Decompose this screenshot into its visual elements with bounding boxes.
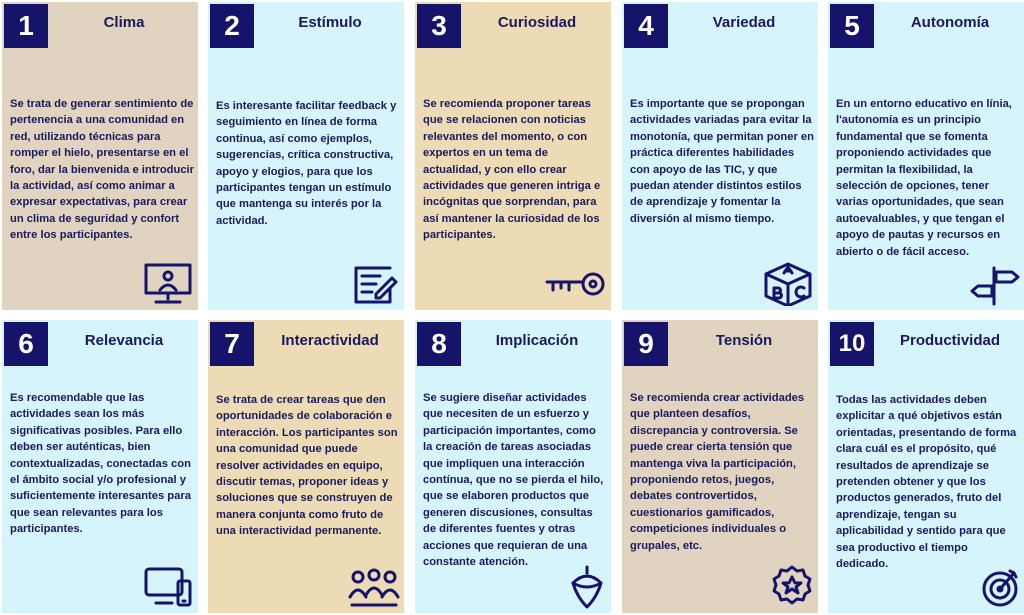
card-number: 8 [417,322,461,366]
card-description: Se recomienda crear actividades que planteen desafíos, discrepancia y controversia. Se puede crear cierta tensión que mantenga viva la participación, proponiendo retos, juegos, debates controvertidos, cuestionarios gamificados, competiciones individuales o grupales, etc. [630,392,805,552]
card-variedad [622,2,818,310]
card-description: Se trata de generar sentimiento de pertenencia a una comunidad en red, utilizando técnicas para romper el hielo, presentarse en el foro, dar la bienvenida e introducir la actividad, así como animar a expresar expectativas, para crear un clima de seguridad y confort entre los participantes. [10,98,195,242]
card-interactividad [208,320,404,613]
card-number: 1 [4,4,48,48]
card-title: Clima [103,14,145,31]
card-title: Relevancia [84,332,164,349]
card-description: Se trata de crear tareas que den oportunidades de colaboración e interacción. Los participantes son una comunidad que puede resolver actividades en equipo, discutir temas, proponer ideas y soluciones que se construyen de manera conjunta como fruto de una interactividad permanente. [216,394,398,538]
card-clima [2,2,198,310]
card-title: Tensión [715,332,773,349]
card-description: Se sugiere diseñar actividades que necesiten de un esfuerzo y participación importantes, como la creación de tareas asociadas que impliquen una interacción contínua, que no se pierda el hilo, que se elaboren productos que generen discusiones, consultas de diferentes fuentes y otras acciones que requieran de una constante atención. [423,392,604,569]
card-number: 6 [4,322,48,366]
card-description: Todas las actividades deben explicitar a qué objetivos están orientadas, presentando de forma clara cuál es el propósito, qué resultados de aprendizaje se pretenden obtener y que los productos generados, fruto del aprendizaje, tengan su aplicabilidad y sentido para que sea productivo el tiempo dedicado. [836,394,1017,571]
card-number: 7 [210,322,254,366]
card-description: Es importante que se propongan actividades variadas para evitar la monotonía, que permitan poner en práctica diferentes habilidades con apoyo de las TIC, y que puedan atender distintos estilos de aprendizaje y fomentar la diversión al mismo tiempo. [630,98,814,225]
card-description: Se recomienda proponer tareas que se relacionen con noticias relevantes del momento, o con expertos en un tema de actualidad, y con ello crear actividades que generen intriga e incógnitas que sorprendan, para así mantener la curiosidad de los participantes. [423,98,601,242]
card-title: Interactividad [281,332,379,349]
card-description: Es interesante facilitar feedback y seguimiento en línea de forma continua, así como ejemplos, sugerencias, crítica constructiva, apoyo y elogios, para que los participantes tengan un estímulo que mantenga su interés por la actividad. [216,100,397,227]
card-number: 3 [417,4,461,48]
feedback-form-icon [348,262,400,306]
award-badge-icon [770,565,814,609]
target-icon [980,565,1020,609]
group-people-icon [348,565,400,609]
card-tension [622,320,818,613]
spinning-top-icon [567,565,607,609]
card-number: 5 [830,4,874,48]
card-number: 2 [210,4,254,48]
card-number: 9 [624,322,668,366]
devices-icon [142,565,194,609]
card-title: Curiosidad [497,14,577,31]
card-productividad [828,320,1024,613]
card-estimulo [208,2,404,310]
card-number: 4 [624,4,668,48]
card-title: Autonomía [910,14,990,31]
card-description: En un entorno educativo en línia, l'autonomía es un principio fundamental que se fomenta proponiendo actividades que permitan la flexibilidad, la selección de opciones, tener varias oportunidades, que sean autoevaluables, y que tengan el apoyo de pautas y recursos en abierto o de fácil acceso. [836,98,1012,258]
card-title: Implicación [495,332,579,349]
card-title: Estímulo [298,14,362,31]
card-title: Variedad [712,14,776,31]
card-title: Productividad [899,332,1000,349]
signpost-icon [968,262,1020,306]
card-relevancia [2,320,198,613]
card-description: Es recomendable que las actividades sean los más significativas posibles. Para ello deben ser auténticas, bien contextualizadas, conectadas con el ámbito social y/o profesional y suficientemente interesantes para que sean relevantes para los participantes. [10,392,191,536]
card-autonomia [828,2,1024,310]
card-implicacion [415,320,611,613]
card-number: 10 [830,322,874,366]
key-icon [543,262,607,306]
monitor-presentation-icon [142,262,194,306]
abc-cube-icon [762,262,814,306]
card-curiosidad [415,2,611,310]
